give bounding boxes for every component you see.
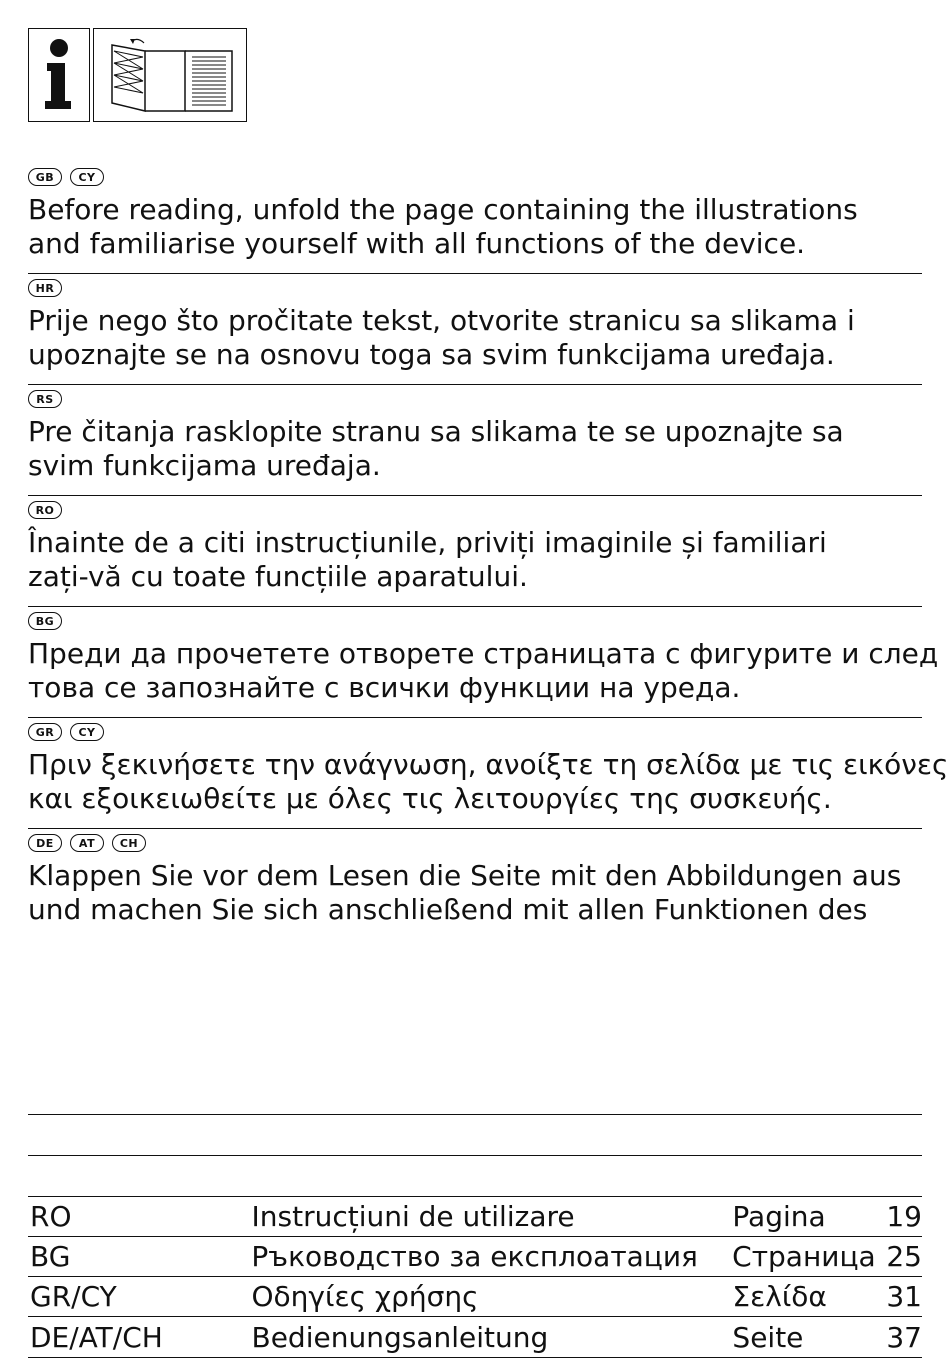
toc-row [28,1276,922,1316]
country-badge: CY [70,723,104,741]
country-badge: DE [28,834,62,852]
section-text: Înainte de a citi instrucțiunile, priviți imaginile și familiari zați-vă cu toate funcțiile aparatului. [28,526,827,593]
toc-title: Instrucțiuni de utilizare [251,1200,575,1233]
toc-title: Οδηγίες χρήσης [251,1280,479,1313]
country-badge: CH [112,834,146,852]
country-badge: RO [28,501,62,519]
country-badge: CY [70,168,104,186]
country-badge: AT [70,834,104,852]
toc-page-number: 37 [886,1320,922,1354]
language-sections [28,163,949,940]
section-gb-cy [28,163,922,274]
section-text: Prije nego što pročitate tekst, otvorite stranicu sa slikama i upoznajte se na osnovu toga sa svim funkcijama uređaja. [28,304,855,371]
section-text: Преди да прочетете отворете страницата с фигурите и след това се запознайте с всички функции на уреда. [28,637,939,704]
toc-page-label: Страница [732,1240,876,1273]
section-gr-cy [28,718,949,829]
toc-page-number: 25 [886,1240,922,1273]
toc-page-label: Σελίδα [732,1280,827,1313]
unfold-page-icon [93,28,247,122]
section-text: Πριν ξεκινήσετε την ανάγνωση, ανοίξτε τη σελίδα με τις εικόνες και εξοικειωθείτε με όλες τις λειτουργίες της συσκευής. [28,748,949,815]
table-of-contents [28,1196,922,1358]
toc-title: Bedienungsanleitung [251,1320,549,1354]
toc-title: Ръководство за експлоатация [251,1240,698,1273]
country-badge: RS [28,390,62,408]
section-text: Before reading, unfold the page containing the illustrations and familiarise yourself with all functions of the device. [28,193,858,260]
toc-row [28,1316,922,1358]
toc-page-label: Pagina [732,1200,826,1233]
section-hr [28,274,922,385]
toc-row [28,1236,922,1276]
toc-page-number: 19 [886,1200,922,1233]
toc-row [28,1196,922,1236]
toc-lang: GR/CY [30,1280,117,1313]
section-ro [28,496,922,607]
header-icons [28,28,247,122]
toc-page-number: 31 [886,1280,922,1313]
toc-lang: BG [30,1240,71,1273]
country-badge: BG [28,612,62,630]
divider [28,1155,922,1156]
section-rs [28,385,922,496]
divider [28,1114,922,1115]
section-text: Klappen Sie vor dem Lesen die Seite mit den Abbildungen aus und machen Sie sich anschließend mit allen Funktionen des [28,859,902,926]
toc-lang: RO [30,1200,72,1233]
toc-lang: DE/AT/CH [30,1320,163,1354]
toc-page-label: Seite [732,1320,804,1354]
section-bg [28,607,939,718]
country-badge: GR [28,723,62,741]
info-icon [28,28,90,122]
country-badge: GB [28,168,62,186]
country-badge: HR [28,279,62,297]
section-text: Pre čitanja rasklopite stranu sa slikama te se upoznajte sa svim funkcijama uređaja. [28,415,844,482]
section-de-at-ch [28,829,922,940]
